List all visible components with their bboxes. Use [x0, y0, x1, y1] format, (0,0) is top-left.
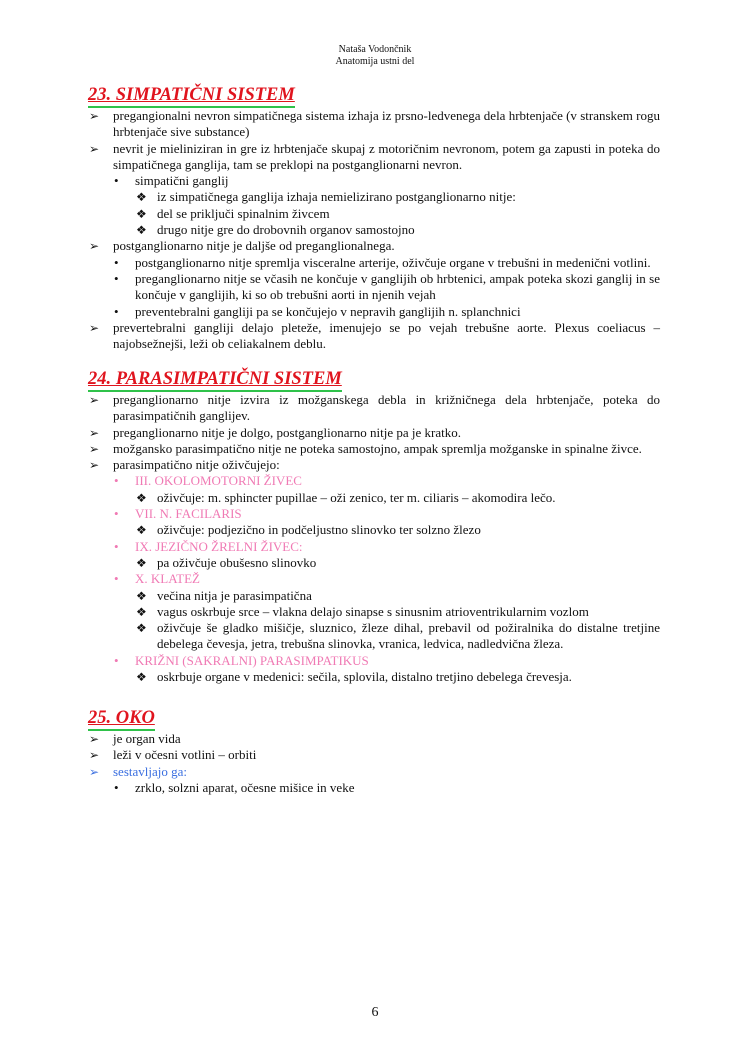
list-item	[88, 457, 660, 473]
page-header	[0, 44, 750, 68]
list-item-text: simpatični ganglij	[135, 173, 229, 189]
list-item-text: preganglionarno nitje se včasih ne končuje v ganglijih ob hrbtenici, ampak poteka skozi ganglij in se končuje v ganglijih, ki so ob trebušni aorti in njenih vejah	[135, 270, 660, 303]
diamond-bullet-icon: ❖	[136, 555, 147, 570]
list-item-text: prevertebralni gangliji delajo pleteže, imenujejo se po vejah trebušne aorte. Plexus coeliacus – najobsežnejši, leži ob celiakalnem deblu.	[113, 319, 660, 352]
list-item	[88, 506, 660, 522]
list-item-text: sestavljajo ga:	[113, 763, 188, 779]
diamond-bullet-icon: ❖	[136, 190, 147, 205]
list-item	[88, 238, 660, 254]
list-item	[88, 653, 660, 669]
section-heading: 24. PARASIMPATIČNI SISTEM	[88, 368, 342, 392]
bullet-icon: •	[114, 173, 119, 189]
list-item-text: oživčuje še gladko mišičje, sluznico, žleze dihal, prebavil od požiralnika do distalne tretjine debelega čevesja, jetra, trebušna slinovka, vranica, ledvica, nadledvična žleza.	[157, 620, 660, 652]
bullet-icon: •	[114, 303, 119, 319]
list-item-text: nevrit je mieliniziran in gre iz hrbtenjače skupaj z motoričnim nevronom, potem ga zapusti in poteka do simpatičnega ganglija, tam se preklopi na postganglionarni nevron.	[113, 140, 660, 172]
list-item	[88, 571, 660, 587]
list-item-text: oživčuje: m. sphincter pupillae – oži zenico, ter m. ciliaris – akomodira lečo.	[157, 489, 556, 505]
arrow-bullet-icon: ➢	[89, 109, 100, 123]
list-item	[88, 522, 660, 538]
diamond-bullet-icon: ❖	[136, 206, 147, 221]
bullet-icon: •	[114, 270, 119, 286]
list-item	[88, 620, 660, 653]
arrow-bullet-icon: ➢	[89, 141, 100, 156]
list-item-text: KRIŽNI (SAKRALNI) PARASIMPATIKUS	[135, 652, 369, 668]
list-item-text: pa oživčuje obušesno slinovko	[157, 554, 317, 570]
arrow-bullet-icon: ➢	[89, 764, 100, 779]
arrow-bullet-icon: ➢	[89, 441, 100, 456]
bullet-icon: •	[114, 779, 119, 795]
list-item	[88, 271, 660, 304]
list-item	[88, 320, 660, 353]
list-item-text: IX. JEZIČNO ŽRELNI ŽIVEC:	[135, 538, 303, 554]
list-item-text: vagus oskrbuje srce – vlakna delajo sinapse s sinusnim atrioventrikularnim vozlom	[157, 603, 589, 619]
list-item-text: parasimpatično nitje oživčujejo:	[113, 457, 280, 473]
diamond-bullet-icon: ❖	[136, 523, 147, 538]
list-item-text: X. KLATEŽ	[135, 571, 200, 587]
arrow-bullet-icon: ➢	[89, 732, 100, 746]
list-item-text: možgansko parasimpatično nitje ne poteka samostojno, ampak spremlja možganske in spinalne živce.	[113, 440, 642, 456]
arrow-bullet-icon: ➢	[89, 425, 100, 440]
list-item	[88, 490, 660, 506]
list-item	[88, 441, 660, 457]
diamond-bullet-icon: ❖	[136, 490, 147, 505]
arrow-bullet-icon: ➢	[89, 458, 100, 473]
section-heading: 23. SIMPATIČNI SISTEM	[88, 84, 295, 108]
header-subtitle: Anatomija ustni del	[335, 56, 415, 67]
list-item	[88, 764, 660, 780]
list-item-text: del se priključi spinalnim živcem	[157, 205, 330, 221]
list-item-text: preganglionarno nitje izvira iz možganskega debla in križničnega dela hrbtenjače, poteka do parasimpatičnih ganglijev.	[113, 392, 660, 424]
list-item	[88, 604, 660, 620]
list-item	[88, 555, 660, 571]
list-item	[88, 108, 660, 141]
page-number: 6	[371, 1005, 379, 1020]
bullet-icon: •	[114, 254, 119, 270]
list-item-text: zrklo, solzni aparat, očesne mišice in veke	[135, 779, 355, 795]
list-item	[88, 780, 660, 796]
list-item-text: postganglionarno nitje spremlja visceralne arterije, oživčuje organe v trebušni in medenični votlini.	[135, 254, 651, 270]
section-oko	[88, 707, 660, 796]
list-item-text: oskrbuje organe v medenici: sečila, splovila, distalno tretjino debelega črevesja.	[157, 669, 572, 685]
bullet-icon: •	[114, 506, 119, 522]
diamond-bullet-icon: ❖	[136, 604, 147, 619]
list-item-text: leži v očesni votlini – orbiti	[113, 747, 257, 763]
list-item-text: postganglionarno nitje je daljše od preganglionalnega.	[113, 238, 395, 254]
list-item-text: VII. N. FACILARIS	[135, 506, 242, 522]
list-item-text: drugo nitje gre do drobovnih organov samostojno	[157, 222, 415, 238]
bullet-icon: •	[114, 571, 119, 587]
section-simpaticni-sistem	[88, 84, 660, 352]
list-item	[88, 588, 660, 604]
list-item-text: iz simpatičnega ganglija izhaja nemielizirano postganglionarno nitje:	[157, 189, 516, 205]
arrow-bullet-icon: ➢	[89, 239, 100, 254]
list-item	[88, 173, 660, 189]
list-item	[88, 669, 660, 685]
list-item	[88, 206, 660, 222]
list-item-text: večina nitja je parasimpatična	[157, 587, 312, 603]
list-item	[88, 222, 660, 238]
list-item	[88, 392, 660, 425]
list-item	[88, 747, 660, 763]
list-item-text: je organ vida	[113, 731, 181, 746]
bullet-icon: •	[114, 473, 119, 489]
list-item-text: preventebralni gangliji pa se končujejo v nepravih ganglijih n. splanchnici	[135, 303, 521, 319]
bullet-icon: •	[114, 538, 119, 554]
diamond-bullet-icon: ❖	[136, 588, 147, 603]
list-item-text: oživčuje: podjezično in podčeljustno slinovko ter solzno žlezo	[157, 522, 481, 538]
list-item-text: pregangionalni nevron simpatičnega sistema izhaja iz prsno-ledvenega dela hrbtenjače (v stranskem rogu hrbtenjače sive substance)	[113, 108, 660, 140]
list-item	[88, 473, 660, 489]
section-parasimpaticni-sistem	[88, 368, 660, 685]
list-item	[88, 539, 660, 555]
header-author: Nataša Vodončnik	[338, 44, 412, 55]
list-item	[88, 255, 660, 271]
list-item	[88, 189, 660, 205]
list-item	[88, 731, 660, 747]
list-item	[88, 141, 660, 174]
list-item-text: III. OKOLOMOTORNI ŽIVEC	[135, 473, 302, 489]
diamond-bullet-icon: ❖	[136, 223, 147, 238]
list-item	[88, 425, 660, 441]
list-item-text: preganglionarno nitje je dolgo, postganglionarno nitje pa je kratko.	[113, 424, 462, 440]
diamond-bullet-icon: ❖	[136, 670, 147, 685]
arrow-bullet-icon: ➢	[89, 748, 100, 763]
arrow-bullet-icon: ➢	[89, 393, 100, 407]
section-heading: 25. OKO	[88, 707, 155, 731]
bullet-icon: •	[114, 652, 119, 668]
list-item	[88, 304, 660, 320]
arrow-bullet-icon: ➢	[89, 320, 100, 335]
diamond-bullet-icon: ❖	[136, 621, 147, 636]
